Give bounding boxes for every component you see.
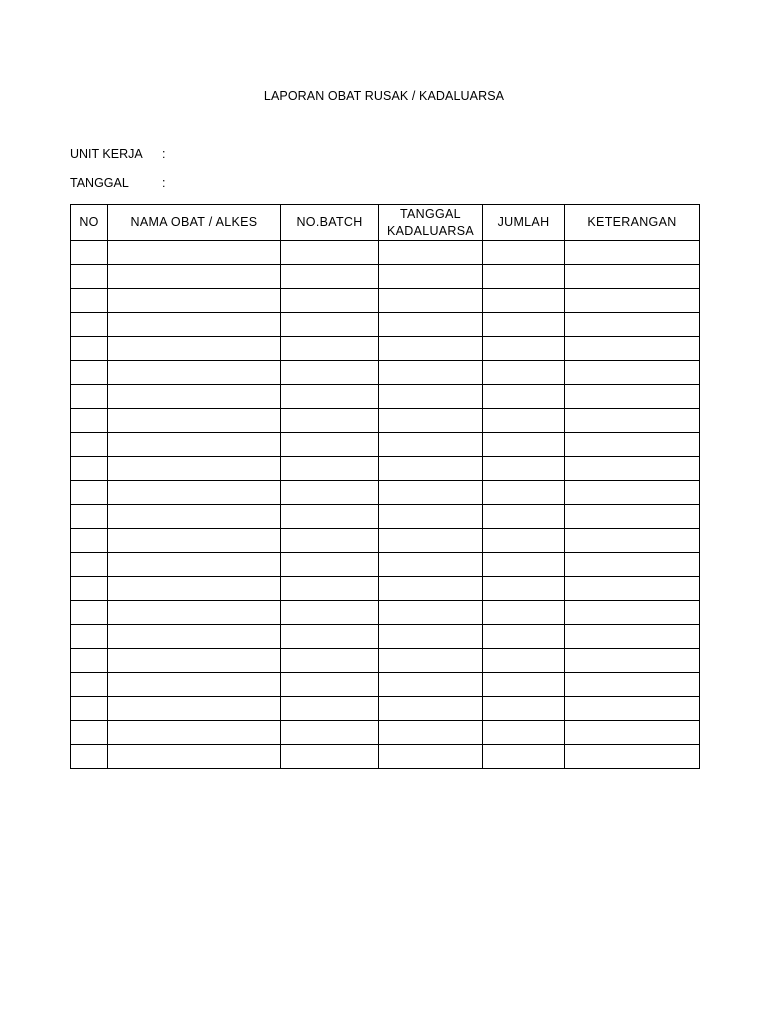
table-header-row [71, 205, 700, 241]
cell-keterangan[interactable] [565, 409, 700, 433]
cell-tanggal-kadaluarsa[interactable] [379, 337, 483, 361]
cell-no-batch[interactable] [281, 337, 379, 361]
cell-no[interactable] [71, 241, 108, 265]
cell-tanggal-kadaluarsa[interactable] [379, 529, 483, 553]
cell-keterangan[interactable] [565, 505, 700, 529]
cell-keterangan[interactable] [565, 289, 700, 313]
cell-no[interactable] [71, 649, 108, 673]
table-row [71, 673, 700, 697]
cell-jumlah[interactable] [483, 577, 565, 601]
cell-keterangan[interactable] [565, 361, 700, 385]
cell-no-batch[interactable] [281, 649, 379, 673]
cell-no-batch[interactable] [281, 553, 379, 577]
cell-no-batch[interactable] [281, 481, 379, 505]
cell-keterangan[interactable] [565, 649, 700, 673]
table-row [71, 385, 700, 409]
cell-no-batch[interactable] [281, 457, 379, 481]
cell-tanggal-kadaluarsa[interactable] [379, 745, 483, 769]
cell-keterangan[interactable] [565, 577, 700, 601]
cell-keterangan[interactable] [565, 625, 700, 649]
cell-no-batch[interactable] [281, 577, 379, 601]
cell-no-batch[interactable] [281, 385, 379, 409]
cell-no-batch[interactable] [281, 745, 379, 769]
cell-tanggal-kadaluarsa[interactable] [379, 385, 483, 409]
cell-nama-obat[interactable] [108, 649, 281, 673]
cell-jumlah[interactable] [483, 337, 565, 361]
field-label: TANGGAL [70, 176, 129, 190]
cell-keterangan[interactable] [565, 337, 700, 361]
cell-no[interactable] [71, 505, 108, 529]
table-row [71, 529, 700, 553]
cell-keterangan[interactable] [565, 553, 700, 577]
cell-nama-obat[interactable] [108, 721, 281, 745]
cell-tanggal-kadaluarsa[interactable] [379, 505, 483, 529]
cell-tanggal-kadaluarsa[interactable] [379, 553, 483, 577]
cell-jumlah[interactable] [483, 673, 565, 697]
cell-no[interactable] [71, 625, 108, 649]
cell-no[interactable] [71, 433, 108, 457]
cell-jumlah[interactable] [483, 361, 565, 385]
cell-jumlah[interactable] [483, 289, 565, 313]
cell-keterangan[interactable] [565, 721, 700, 745]
table-row [71, 505, 700, 529]
cell-keterangan[interactable] [565, 529, 700, 553]
table-row [71, 553, 700, 577]
cell-keterangan[interactable] [565, 745, 700, 769]
table-row [71, 289, 700, 313]
cell-jumlah[interactable] [483, 313, 565, 337]
table-row [71, 721, 700, 745]
table-row [71, 409, 700, 433]
cell-no-batch[interactable] [281, 601, 379, 625]
cell-no[interactable] [71, 721, 108, 745]
field-tanggal [70, 176, 165, 190]
table-row [71, 337, 700, 361]
cell-tanggal-kadaluarsa[interactable] [379, 433, 483, 457]
cell-keterangan[interactable] [565, 481, 700, 505]
header-tanggal-line2: KADALUARSA [386, 223, 475, 238]
cell-jumlah[interactable] [483, 553, 565, 577]
cell-tanggal-kadaluarsa[interactable] [379, 697, 483, 721]
cell-keterangan[interactable] [565, 601, 700, 625]
cell-nama-obat[interactable] [108, 505, 281, 529]
table-row [71, 625, 700, 649]
cell-nama-obat[interactable] [108, 601, 281, 625]
cell-no-batch[interactable] [281, 241, 379, 265]
cell-tanggal-kadaluarsa[interactable] [379, 721, 483, 745]
cell-no[interactable] [71, 337, 108, 361]
cell-tanggal-kadaluarsa[interactable] [379, 673, 483, 697]
cell-keterangan[interactable] [565, 433, 700, 457]
cell-no-batch[interactable] [281, 289, 379, 313]
cell-no-batch[interactable] [281, 505, 379, 529]
cell-tanggal-kadaluarsa[interactable] [379, 577, 483, 601]
table-row [71, 697, 700, 721]
header-nama-obat: NAMA OBAT / ALKES [108, 205, 281, 241]
cell-nama-obat[interactable] [108, 697, 281, 721]
table-row [71, 649, 700, 673]
table-row [71, 433, 700, 457]
cell-no-batch[interactable] [281, 313, 379, 337]
cell-keterangan[interactable] [565, 265, 700, 289]
header-tanggal-kadaluarsa [379, 205, 483, 241]
cell-tanggal-kadaluarsa[interactable] [379, 649, 483, 673]
cell-no[interactable] [71, 361, 108, 385]
cell-jumlah[interactable] [483, 601, 565, 625]
cell-no-batch[interactable] [281, 697, 379, 721]
cell-jumlah[interactable] [483, 409, 565, 433]
cell-jumlah[interactable] [483, 649, 565, 673]
field-unit-kerja [70, 147, 165, 161]
cell-nama-obat[interactable] [108, 361, 281, 385]
cell-nama-obat[interactable] [108, 241, 281, 265]
cell-keterangan[interactable] [565, 457, 700, 481]
cell-jumlah[interactable] [483, 529, 565, 553]
header-no-batch: NO.BATCH [281, 205, 379, 241]
cell-tanggal-kadaluarsa[interactable] [379, 313, 483, 337]
cell-keterangan[interactable] [565, 313, 700, 337]
cell-nama-obat[interactable] [108, 289, 281, 313]
cell-no-batch[interactable] [281, 409, 379, 433]
cell-jumlah[interactable] [483, 505, 565, 529]
cell-jumlah[interactable] [483, 745, 565, 769]
cell-nama-obat[interactable] [108, 529, 281, 553]
header-keterangan: KETERANGAN [565, 205, 700, 241]
cell-keterangan[interactable] [565, 241, 700, 265]
cell-tanggal-kadaluarsa[interactable] [379, 601, 483, 625]
cell-no[interactable] [71, 265, 108, 289]
cell-tanggal-kadaluarsa[interactable] [379, 625, 483, 649]
cell-no[interactable] [71, 529, 108, 553]
cell-no-batch[interactable] [281, 265, 379, 289]
cell-tanggal-kadaluarsa[interactable] [379, 361, 483, 385]
cell-nama-obat[interactable] [108, 625, 281, 649]
cell-jumlah[interactable] [483, 265, 565, 289]
field-separator: : [162, 147, 166, 161]
cell-no[interactable] [71, 289, 108, 313]
table-row [71, 745, 700, 769]
table-row [71, 361, 700, 385]
cell-no[interactable] [71, 313, 108, 337]
cell-no[interactable] [71, 457, 108, 481]
cell-tanggal-kadaluarsa[interactable] [379, 241, 483, 265]
cell-nama-obat[interactable] [108, 577, 281, 601]
cell-jumlah[interactable] [483, 697, 565, 721]
cell-no-batch[interactable] [281, 625, 379, 649]
cell-nama-obat[interactable] [108, 673, 281, 697]
cell-no[interactable] [71, 601, 108, 625]
cell-no[interactable] [71, 553, 108, 577]
cell-tanggal-kadaluarsa[interactable] [379, 457, 483, 481]
cell-jumlah[interactable] [483, 481, 565, 505]
cell-no-batch[interactable] [281, 433, 379, 457]
cell-jumlah[interactable] [483, 625, 565, 649]
cell-no-batch[interactable] [281, 673, 379, 697]
cell-jumlah[interactable] [483, 457, 565, 481]
cell-jumlah[interactable] [483, 721, 565, 745]
cell-no[interactable] [71, 673, 108, 697]
report-table [70, 204, 700, 769]
cell-nama-obat[interactable] [108, 265, 281, 289]
cell-no[interactable] [71, 697, 108, 721]
table-row [71, 457, 700, 481]
table-body [71, 241, 700, 769]
cell-nama-obat[interactable] [108, 745, 281, 769]
cell-nama-obat[interactable] [108, 385, 281, 409]
cell-keterangan[interactable] [565, 385, 700, 409]
table-row [71, 313, 700, 337]
cell-no-batch[interactable] [281, 721, 379, 745]
cell-keterangan[interactable] [565, 697, 700, 721]
cell-no[interactable] [71, 409, 108, 433]
cell-jumlah[interactable] [483, 385, 565, 409]
cell-tanggal-kadaluarsa[interactable] [379, 289, 483, 313]
table-row [71, 601, 700, 625]
cell-no-batch[interactable] [281, 361, 379, 385]
cell-nama-obat[interactable] [108, 553, 281, 577]
cell-tanggal-kadaluarsa[interactable] [379, 265, 483, 289]
table-row [71, 481, 700, 505]
cell-tanggal-kadaluarsa[interactable] [379, 481, 483, 505]
cell-no[interactable] [71, 745, 108, 769]
document-title: LAPORAN OBAT RUSAK / KADALUARSA [263, 89, 505, 103]
cell-nama-obat[interactable] [108, 337, 281, 361]
cell-no-batch[interactable] [281, 529, 379, 553]
cell-tanggal-kadaluarsa[interactable] [379, 409, 483, 433]
cell-keterangan[interactable] [565, 673, 700, 697]
table-row [71, 241, 700, 265]
header-tanggal-line1: TANGGAL [400, 206, 461, 221]
cell-no[interactable] [71, 481, 108, 505]
cell-no[interactable] [71, 577, 108, 601]
cell-nama-obat[interactable] [108, 433, 281, 457]
cell-nama-obat[interactable] [108, 313, 281, 337]
field-separator: : [162, 176, 166, 190]
header-no: NO [71, 205, 108, 241]
table-row [71, 577, 700, 601]
cell-jumlah[interactable] [483, 433, 565, 457]
header-jumlah: JUMLAH [483, 205, 565, 241]
field-label: UNIT KERJA [70, 147, 143, 161]
table-row [71, 265, 700, 289]
cell-no[interactable] [71, 385, 108, 409]
cell-nama-obat[interactable] [108, 481, 281, 505]
cell-nama-obat[interactable] [108, 409, 281, 433]
cell-jumlah[interactable] [483, 241, 565, 265]
cell-nama-obat[interactable] [108, 457, 281, 481]
